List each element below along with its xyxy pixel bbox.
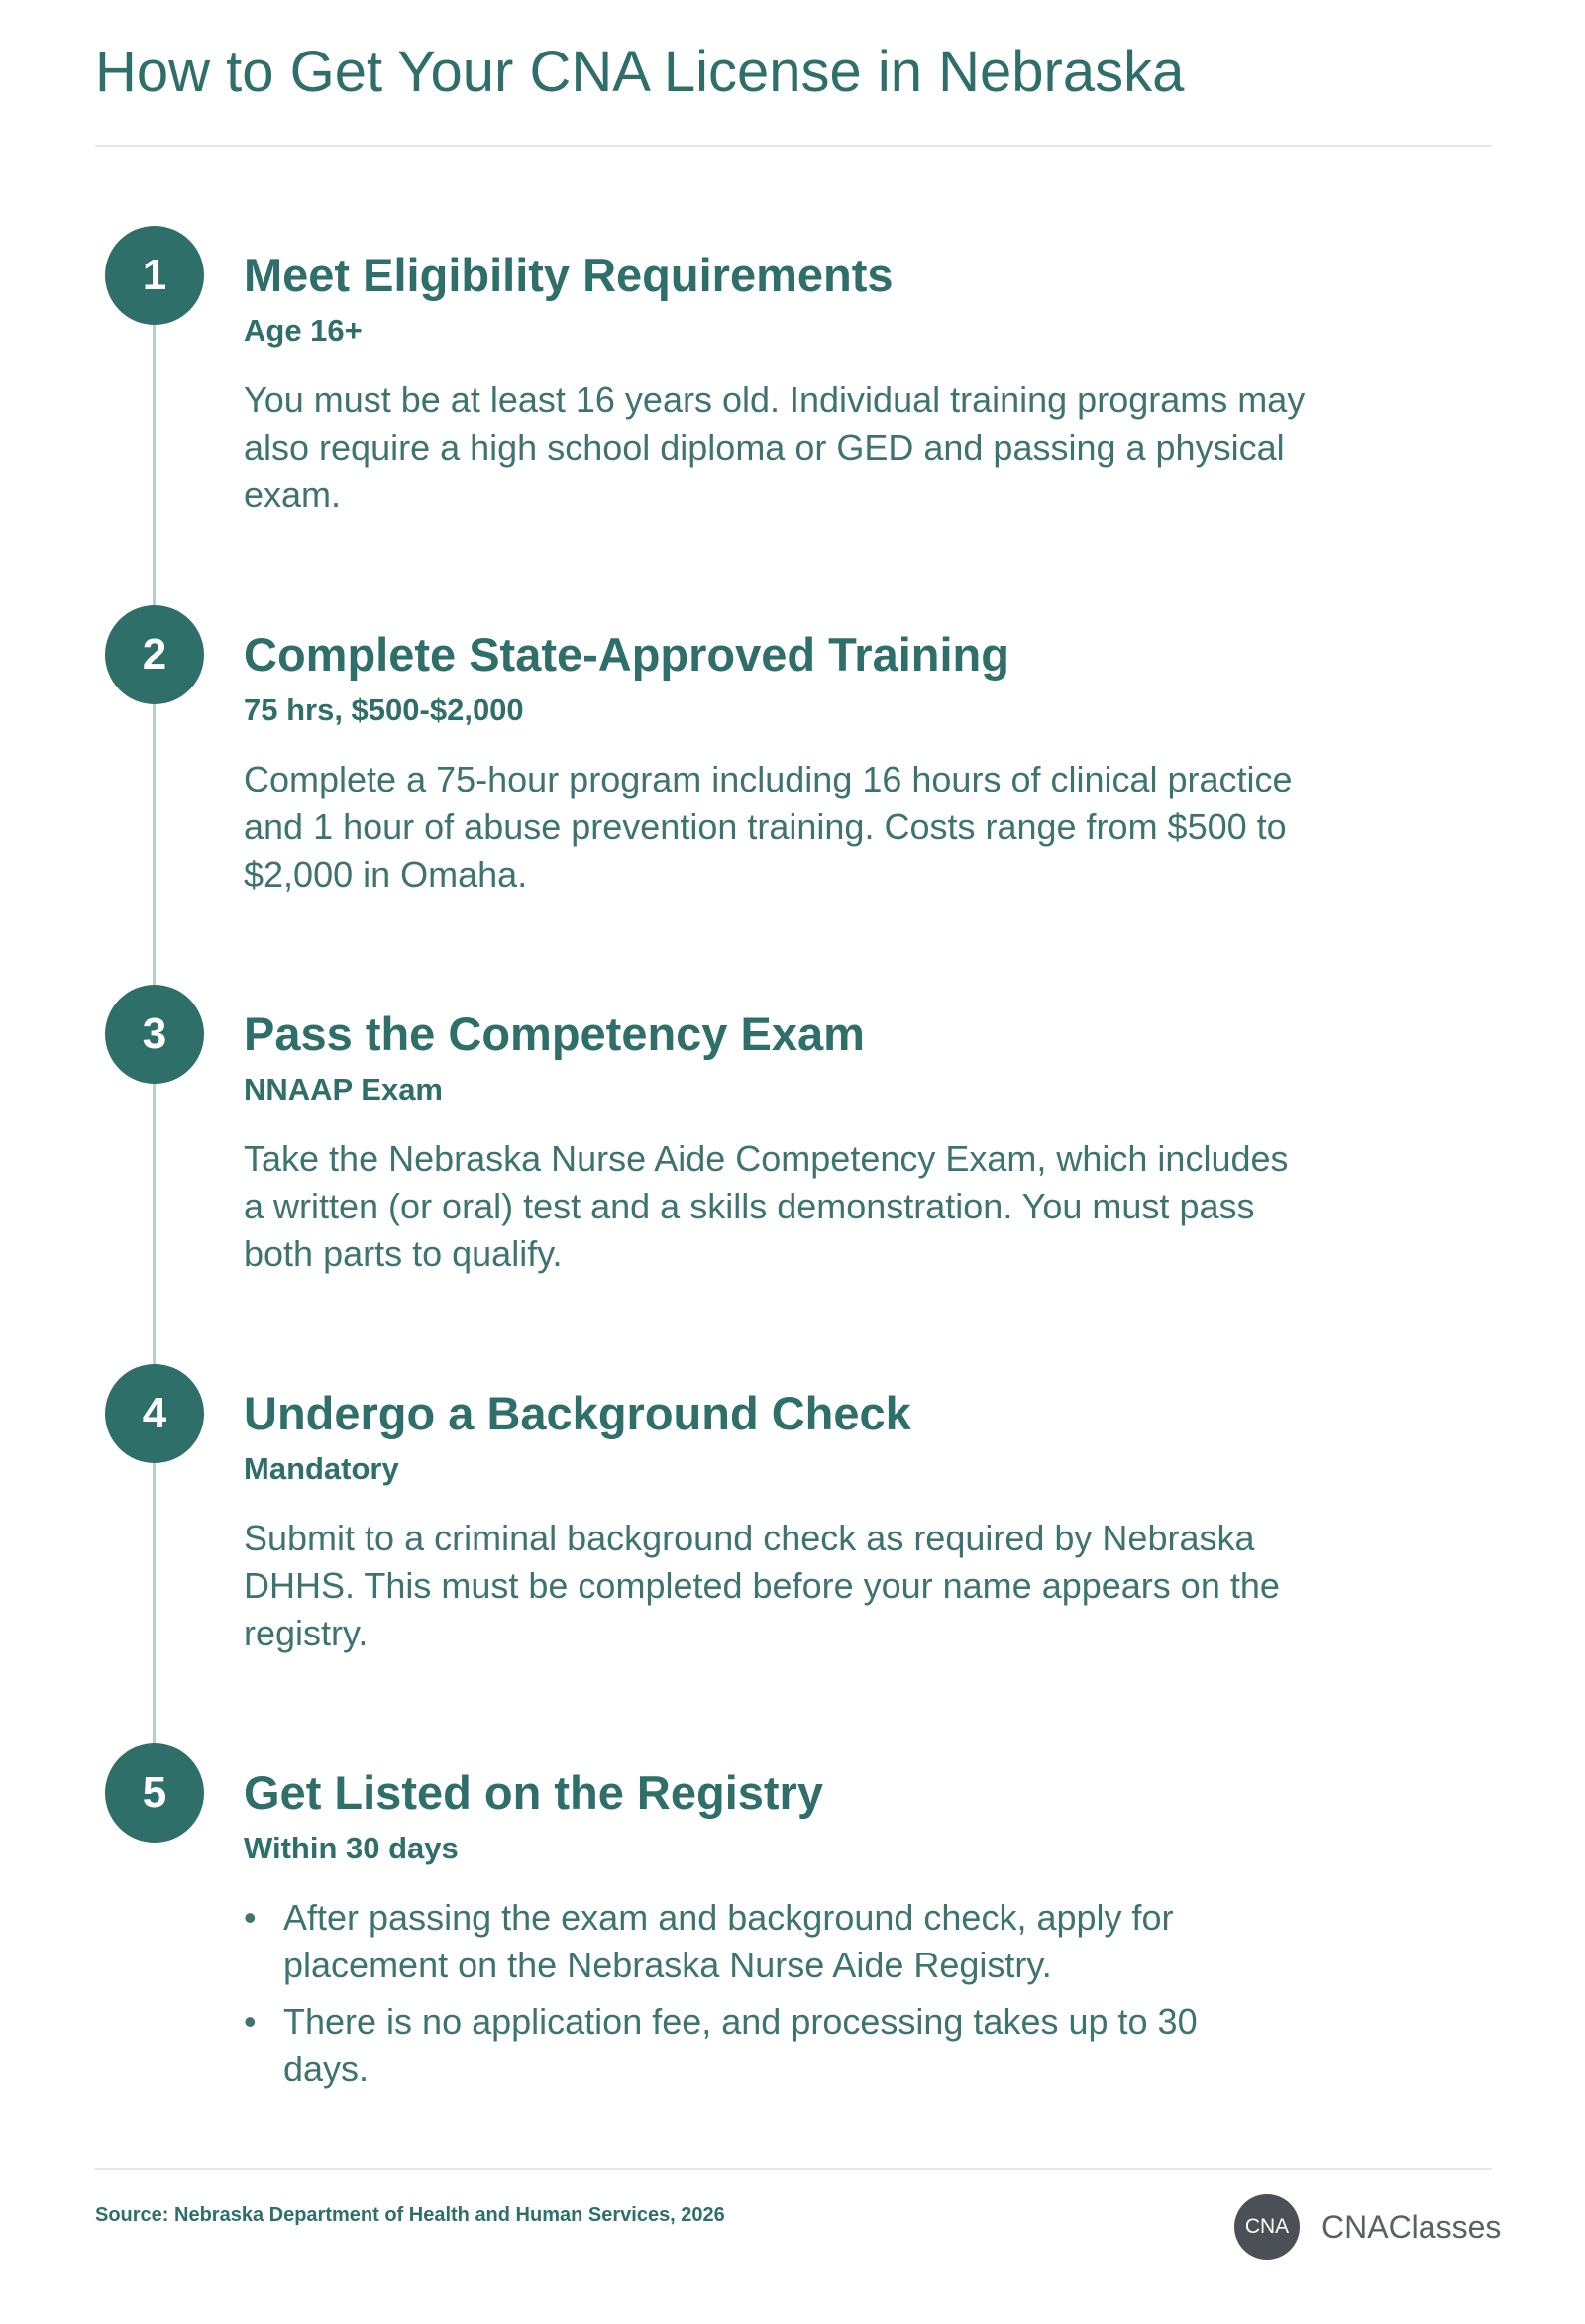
bullet-text: After passing the exam and background check, apply for placement on the Nebraska Nurse Aide Registry. [283, 1897, 1174, 1985]
step-title: Complete State-Approved Training [244, 628, 1009, 681]
bullet-text: There is no application fee, and processing takes up to 30 days. [283, 2001, 1198, 2089]
step-title: Undergo a Background Check [244, 1387, 911, 1439]
list-item [244, 1998, 1234, 2093]
step-description: You must be at least 16 years old. Individual training programs may also require a high school diploma or GED and passing a physical exam. [244, 379, 1306, 515]
brand [1234, 2194, 1501, 2260]
step-description: Complete a 75-hour program including 16 hours of clinical practice and 1 hour of abuse prevention training. Costs range from $500 to $2,000 in Omaha. [244, 759, 1293, 895]
step-description: Submit to a criminal background check as required by Nebraska DHHS. This must be completed before your name appears on the registry. [244, 1518, 1280, 1653]
step-subtitle: NNAAP Exam [244, 1072, 444, 1107]
bullet-icon: • [244, 1897, 257, 1938]
step-description: Take the Nebraska Nurse Aide Competency Exam, which includes a written (or oral) test and a skills demonstration. You must pass both parts to qualify. [244, 1138, 1289, 1274]
bullet-icon: • [244, 2001, 257, 2042]
step-subtitle: Within 30 days [244, 1831, 459, 1865]
step-number-badge: 5 [105, 1743, 204, 1843]
header-divider [95, 145, 1492, 147]
step-number-badge: 1 [105, 226, 204, 325]
step-subtitle: 75 hrs, $500-$2,000 [244, 692, 524, 727]
step-number-badge: 2 [105, 605, 204, 704]
list-item [244, 1894, 1234, 1989]
page-title: How to Get Your CNA License in Nebraska [95, 40, 1185, 104]
step-subtitle: Mandatory [244, 1451, 399, 1486]
step-subtitle: Age 16+ [244, 313, 363, 348]
brand-name: CNAClasses [1321, 2208, 1502, 2245]
step-title: Get Listed on the Registry [244, 1766, 823, 1819]
step-number-badge: 4 [105, 1364, 204, 1463]
footer-divider [95, 2168, 1492, 2170]
step-title: Pass the Competency Exam [244, 1007, 865, 1060]
cna-logo-icon: CNA [1234, 2194, 1300, 2260]
step-number-badge: 3 [105, 985, 204, 1084]
source-note: Source: Nebraska Department of Health and Human Services, 2026 [95, 2204, 725, 2226]
step-title: Meet Eligibility Requirements [244, 249, 894, 301]
step-bullet-list [244, 1894, 1234, 2102]
